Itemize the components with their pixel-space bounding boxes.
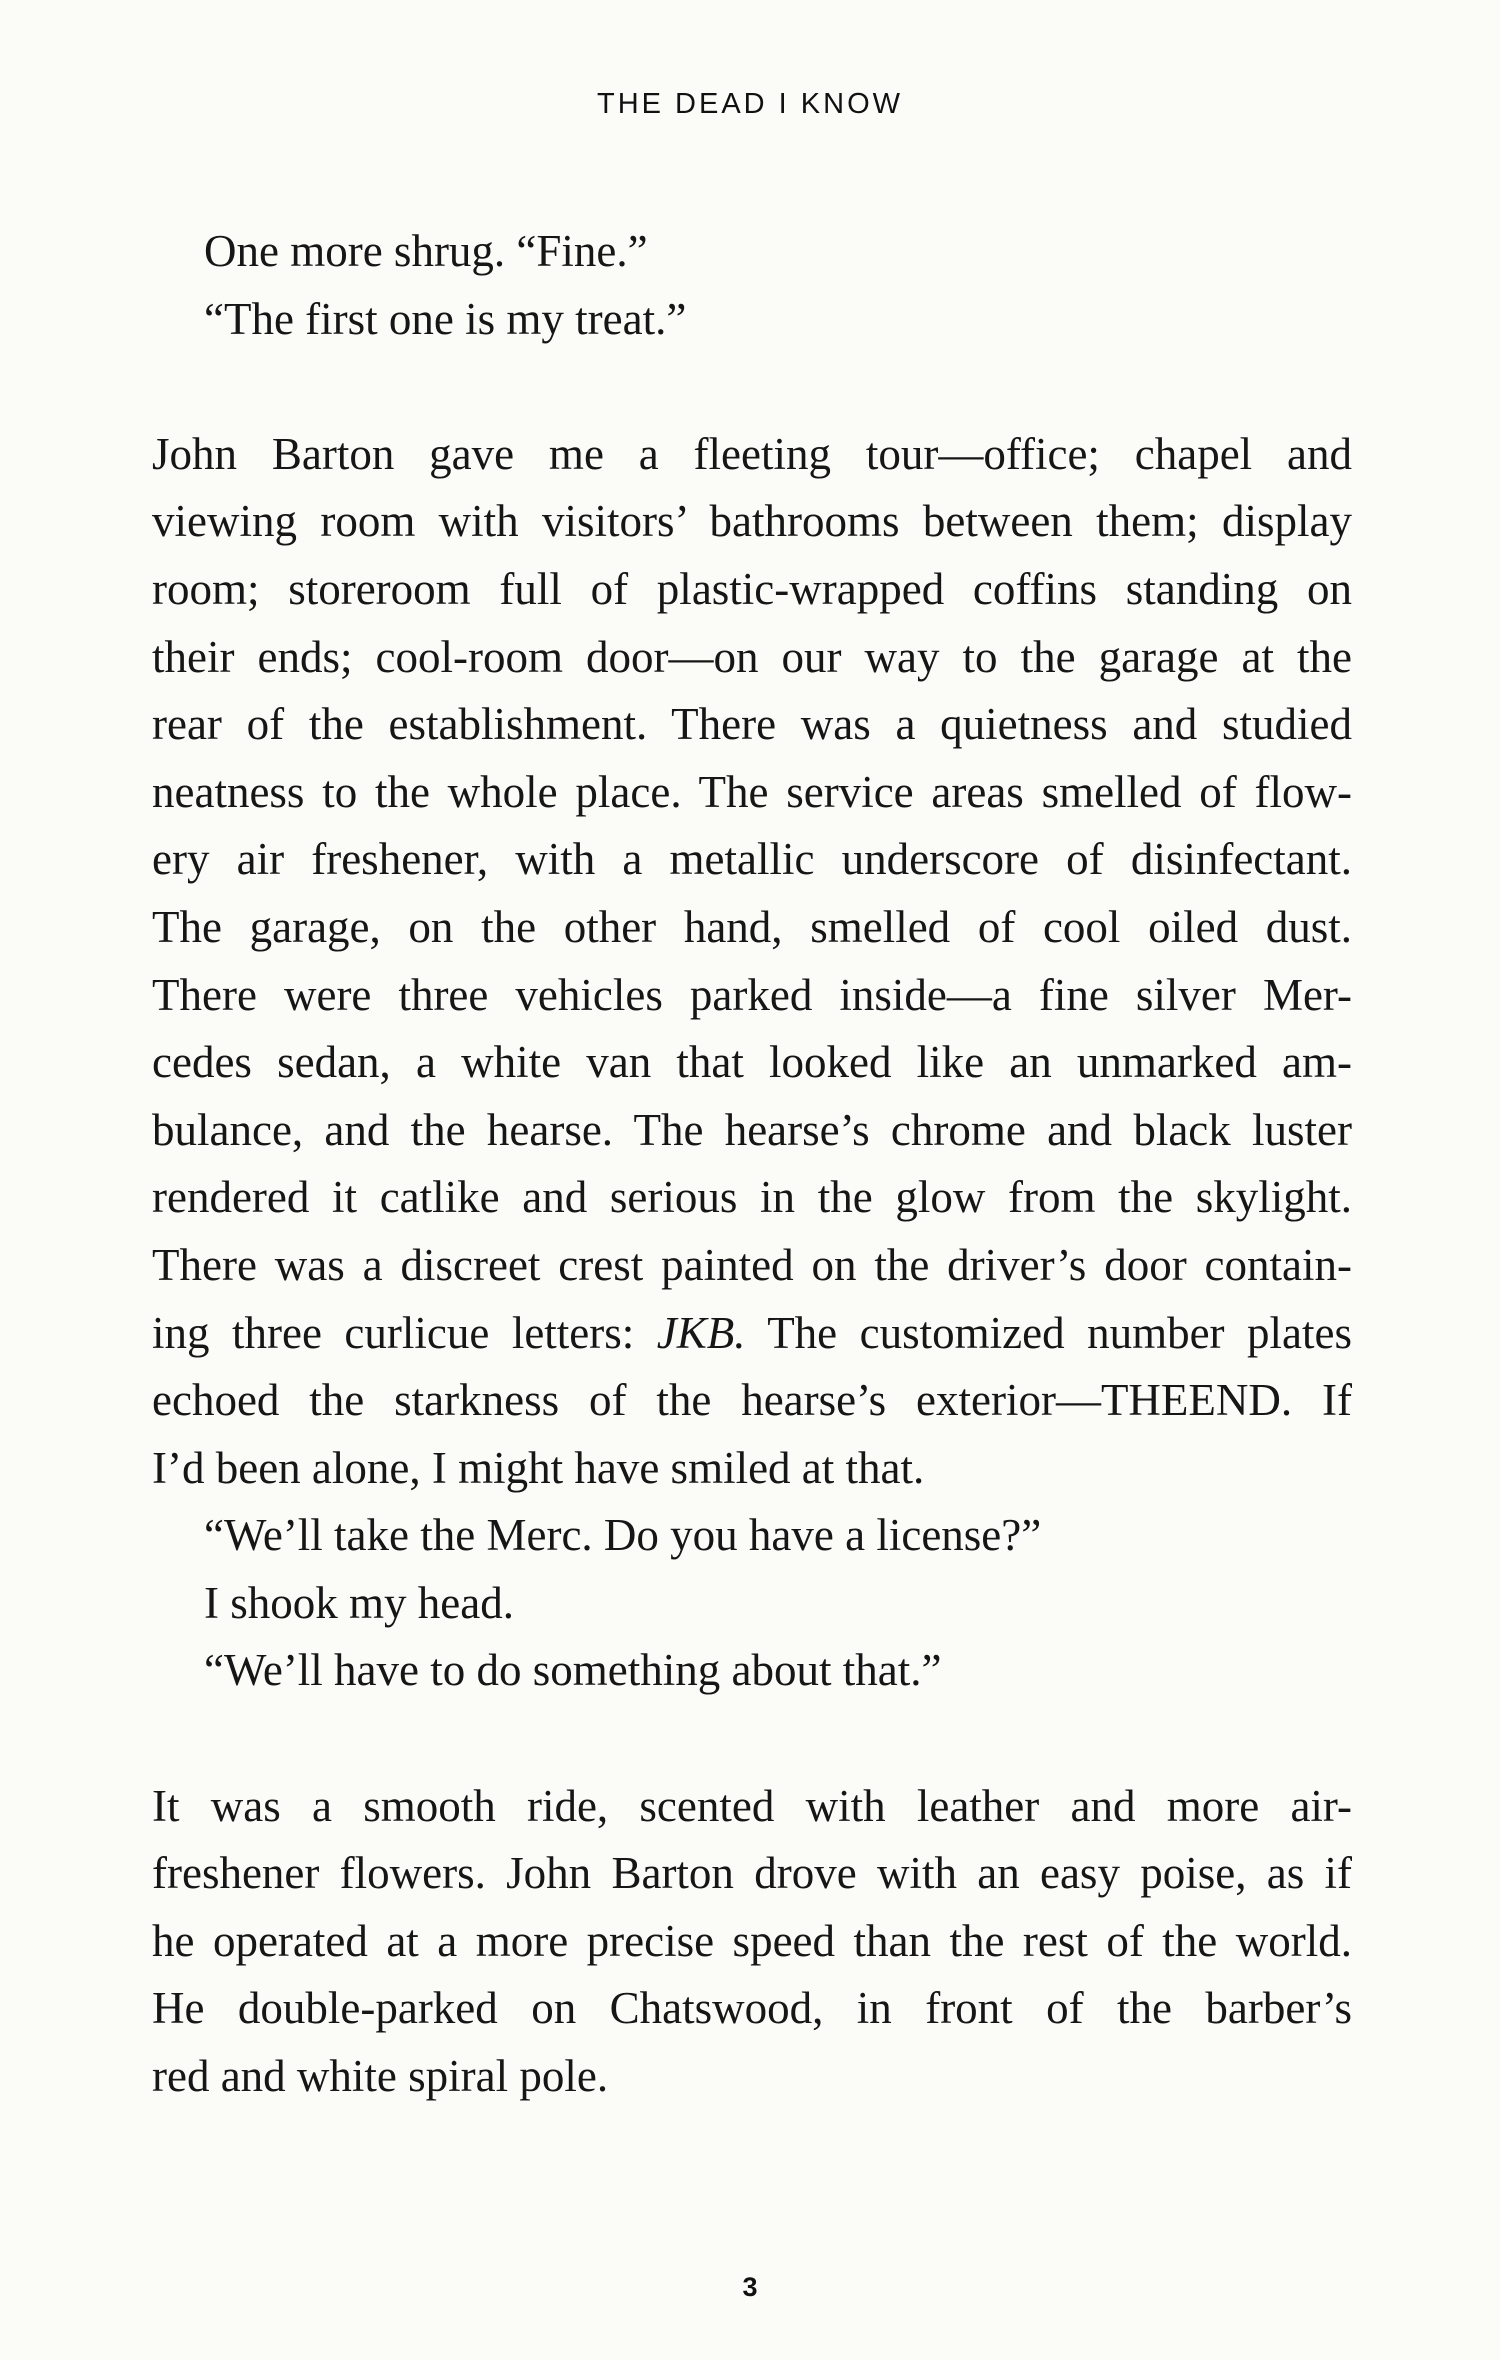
italic-initials: JKB. <box>656 1307 746 1358</box>
text-segment: The customized number plates <box>745 1307 1352 1358</box>
page-number: 3 <box>742 2272 758 2302</box>
running-head: THE DEAD I KNOW <box>596 88 903 120</box>
text-line: rendered it catlike and serious in the glow from the skylight. <box>152 1172 1352 1223</box>
text-line: I’d been alone, I might have smiled at that. <box>152 1442 925 1493</box>
text-line: room; storeroom full of plastic-wrapped coffins standing on <box>152 563 1352 614</box>
text-line: One more shrug. “Fine.” <box>204 226 648 276</box>
text-line: There was a discreet crest painted on the driver’s door contain- <box>152 1239 1352 1290</box>
text-line: bulance, and the hearse. The hearse’s chrome and black luster <box>152 1104 1352 1155</box>
section-break <box>152 1705 1352 1773</box>
text-line: red and white spiral pole. <box>152 2051 609 2102</box>
text-line: ery air freshener, with a metallic underscore of disinfectant. <box>152 834 1352 885</box>
text-line: he operated at a more precise speed than the rest of the world. <box>152 1915 1352 1966</box>
text-line: neatness to the whole place. The service areas smelled of flow- <box>152 766 1352 817</box>
text-line <box>152 1300 1352 1368</box>
text-line: “We’ll have to do something about that.” <box>204 1645 942 1696</box>
text-line: It was a smooth ride, scented with leather and more air- <box>152 1780 1352 1831</box>
text-line: There were three vehicles parked inside—a fine silver Mer- <box>152 969 1352 1020</box>
text-line: He double-parked on Chatswood, in front of the barber’s <box>152 1983 1352 2034</box>
text-line: The garage, on the other hand, smelled of cool oiled dust. <box>152 901 1352 952</box>
section-break <box>152 353 1352 421</box>
text-line: rear of the establishment. There was a quietness and studied <box>152 699 1352 750</box>
text-line: “The first one is my treat.” <box>204 293 687 344</box>
text-line: echoed the starkness of the hearse’s exterior—THEEND. If <box>152 1375 1352 1426</box>
text-line: viewing room with visitors’ bathrooms between them; display <box>152 496 1352 547</box>
text-line: “We’ll take the Merc. Do you have a license?” <box>204 1510 1042 1561</box>
text-segment: ing three curlicue letters: <box>152 1307 657 1358</box>
text-line: John Barton gave me a fleeting tour—office; chapel and <box>152 428 1352 479</box>
text-line: their ends; cool-room door—on our way to the garage at the <box>152 631 1352 682</box>
body-text <box>152 218 1352 2111</box>
text-line: freshener flowers. John Barton drove with an easy poise, as if <box>152 1848 1352 1899</box>
text-line: I shook my head. <box>204 1577 514 1628</box>
text-line: cedes sedan, a white van that looked like an unmarked am- <box>152 1037 1352 1088</box>
